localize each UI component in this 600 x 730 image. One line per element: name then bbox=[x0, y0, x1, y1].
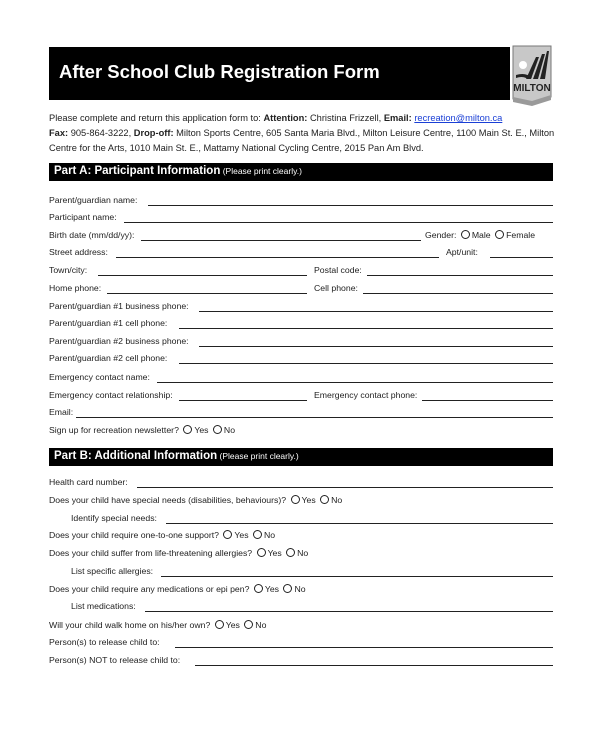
postal-code-field[interactable] bbox=[367, 275, 553, 276]
not-release-to-row: Person(s) NOT to release child to: bbox=[49, 655, 553, 669]
release-to-row: Person(s) to release child to: bbox=[49, 637, 553, 651]
health-card-row: Health card number: bbox=[49, 477, 553, 491]
list-medications-row: List medications: bbox=[49, 601, 553, 615]
home-phone-field[interactable] bbox=[107, 293, 307, 294]
release-to-field[interactable] bbox=[175, 647, 553, 648]
email-row: Email: bbox=[49, 407, 553, 421]
pg1-business-row: Parent/guardian #1 business phone: bbox=[49, 301, 553, 315]
town-city-row: Town/city: Postal code: bbox=[49, 265, 553, 279]
parent-guardian-name-field[interactable] bbox=[148, 205, 553, 206]
apt-unit-field[interactable] bbox=[490, 257, 553, 258]
list-medications-field[interactable] bbox=[145, 611, 553, 612]
gender-female-radio[interactable] bbox=[495, 230, 504, 239]
milton-logo bbox=[512, 45, 552, 105]
list-allergies-field[interactable] bbox=[161, 576, 553, 577]
form-title: After School Club Registration Form bbox=[59, 61, 380, 82]
phones-row: Home phone: Cell phone: bbox=[49, 283, 553, 297]
part-a-title: Part A: Participant Information bbox=[54, 165, 221, 177]
email-link[interactable]: recreation@milton.ca bbox=[414, 113, 503, 123]
walk-home-row: Will your child walk home on his/her own? Yes No bbox=[49, 620, 267, 630]
email-field[interactable] bbox=[76, 417, 553, 418]
identify-special-needs-field[interactable] bbox=[166, 523, 553, 524]
pg1-business-phone-field[interactable] bbox=[199, 311, 553, 312]
participant-name-field[interactable] bbox=[124, 222, 553, 223]
not-release-to-field[interactable] bbox=[195, 665, 553, 666]
newsletter-no-radio[interactable] bbox=[213, 425, 222, 434]
list-allergies-row: List specific allergies: bbox=[49, 566, 553, 580]
emergency-contact-phone-field[interactable] bbox=[422, 400, 553, 401]
pg2-business-phone-field[interactable] bbox=[199, 346, 553, 347]
milton-logo-icon bbox=[512, 45, 552, 107]
form-title-bar bbox=[49, 47, 510, 100]
cell-phone-field[interactable] bbox=[363, 293, 553, 294]
newsletter-row: Sign up for recreation newsletter? Yes No bbox=[49, 425, 236, 435]
participant-name-row: Participant name: bbox=[49, 212, 553, 226]
medications-yes-radio[interactable] bbox=[254, 584, 263, 593]
medications-row: Does your child require any medications or epi pen? Yes No bbox=[49, 584, 306, 594]
pg1-cell-phone-field[interactable] bbox=[179, 328, 553, 329]
part-b-header bbox=[49, 448, 553, 466]
part-a-note: (Please print clearly.) bbox=[220, 166, 302, 176]
birth-date-field[interactable] bbox=[141, 240, 421, 241]
walk-home-yes-radio[interactable] bbox=[215, 620, 224, 629]
special-needs-no-radio[interactable] bbox=[320, 495, 329, 504]
pg2-cell-row: Parent/guardian #2 cell phone: bbox=[49, 353, 553, 367]
part-b-title: Part B: Additional Information bbox=[54, 450, 218, 462]
svg-text:MILTON: MILTON bbox=[513, 83, 551, 94]
part-a-header bbox=[49, 163, 553, 181]
identify-special-needs-row: Identify special needs: bbox=[49, 513, 553, 527]
special-needs-yes-radio[interactable] bbox=[291, 495, 300, 504]
allergies-yes-radio[interactable] bbox=[257, 548, 266, 557]
street-address-field[interactable] bbox=[116, 257, 439, 258]
emergency-contact-name-field[interactable] bbox=[157, 382, 553, 383]
health-card-field[interactable] bbox=[137, 487, 553, 488]
emergency-contact-relationship-field[interactable] bbox=[179, 400, 307, 401]
intro-text: Please complete and return this application form to: Attention: Christina Frizzell, Email: recreation@milton.ca Fax: 905-864-3222, Drop-off: Milton Sports Centre, 605 Santa Maria Blvd., Milton Leisure Centre, 1100 Main St. E., Milton Centre for the Arts, 1010 Main St. E., Mattamy National Cycling Centre, 2015 Pan Am Blvd. bbox=[49, 113, 555, 154]
emergency-name-row: Emergency contact name: bbox=[49, 372, 553, 386]
walk-home-no-radio[interactable] bbox=[244, 620, 253, 629]
one-to-one-yes-radio[interactable] bbox=[223, 530, 232, 539]
allergies-row: Does your child suffer from life-threatening allergies? Yes No bbox=[49, 548, 309, 558]
emergency-relationship-row: Emergency contact relationship: Emergency contact phone: bbox=[49, 390, 553, 404]
pg1-cell-row: Parent/guardian #1 cell phone: bbox=[49, 318, 553, 332]
allergies-no-radio[interactable] bbox=[286, 548, 295, 557]
medications-no-radio[interactable] bbox=[283, 584, 292, 593]
part-b-note: (Please print clearly.) bbox=[217, 451, 299, 461]
newsletter-yes-radio[interactable] bbox=[183, 425, 192, 434]
gender-male-radio[interactable] bbox=[461, 230, 470, 239]
street-address-row: Street address: Apt/unit: bbox=[49, 247, 553, 261]
pg2-cell-phone-field[interactable] bbox=[179, 363, 553, 364]
one-to-one-row: Does your child require one-to-one support? Yes No bbox=[49, 530, 276, 540]
town-city-field[interactable] bbox=[98, 275, 307, 276]
parent-guardian-name-row: Parent/guardian name: bbox=[49, 195, 553, 209]
pg2-business-row: Parent/guardian #2 business phone: bbox=[49, 336, 553, 350]
special-needs-row: Does your child have special needs (disabilities, behaviours)? Yes No bbox=[49, 495, 343, 505]
one-to-one-no-radio[interactable] bbox=[253, 530, 262, 539]
birth-date-row: Birth date (mm/dd/yy): Gender: Male Female bbox=[49, 230, 536, 240]
